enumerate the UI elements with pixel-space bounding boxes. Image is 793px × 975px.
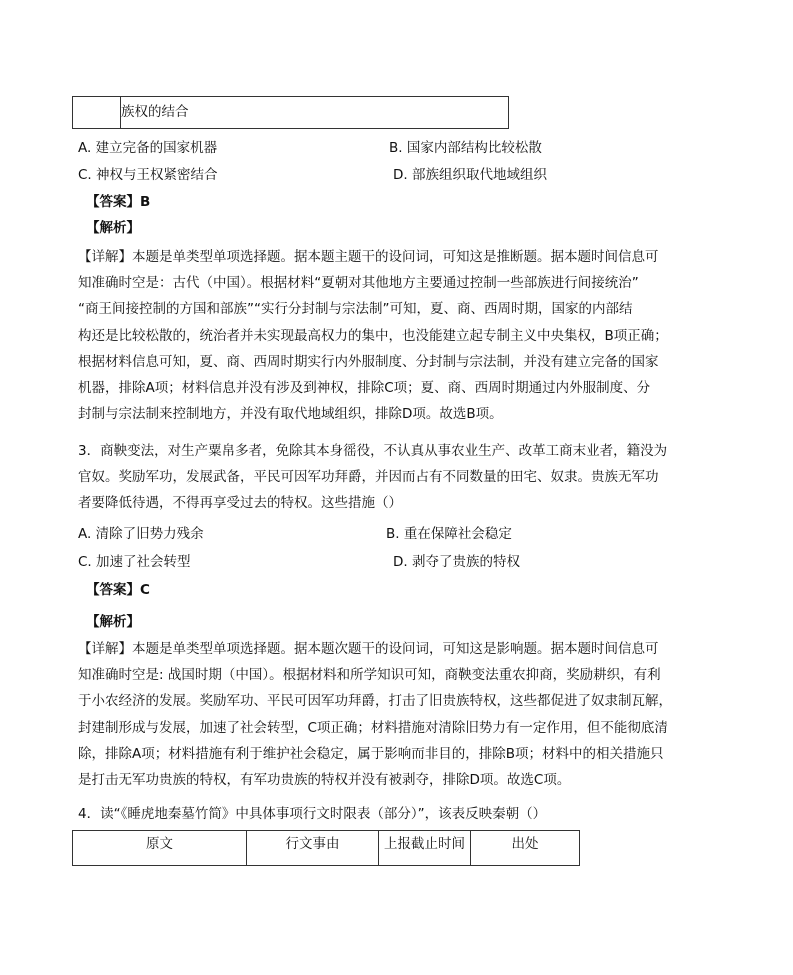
q3-option-c: C. 加速了社会转型	[78, 554, 191, 570]
table-header: 原文	[146, 836, 173, 852]
analysis-line: 【详解】本题是单类型单项选择题。据本题次题干的设问词，可知这是影响题。据本题时间信息可	[78, 641, 659, 657]
analysis-line: “商王间接控制的方国和部族”“实行分封制与宗法制”可知，夏、商、西周时期，国家的内部结	[78, 301, 633, 318]
analysis-line: 除，排除A项；材料措施有利于维护社会稳定，属于影响而非目的，排除B项；材料中的相关措施只	[78, 745, 664, 762]
top-table	[72, 96, 509, 129]
stem-line: 3．商鞅变法，对生产粟帛多者，免除其本身徭役，不认真从事农业生产、改革工商末业者，籍没为	[78, 443, 668, 459]
table-cell: 族权的结合	[121, 104, 189, 120]
table-header: 行文事由	[285, 836, 340, 852]
q3-stem	[78, 438, 682, 517]
q3-option-d: D. 剥夺了贵族的特权	[393, 554, 520, 570]
analysis-line: 封建制形成与发展，加速了社会转型，C项正确；材料措施对清除旧势力有一定作用，但不能彻底清	[78, 719, 668, 736]
q4-stem: 4．读“《睡虎地秦墓竹简》中具体事项行文时限表（部分）”，该表反映秦朝（）	[78, 806, 547, 822]
analysis-line: 根据材料信息可知，夏、商、西周时期实行内外服制度、分封制与宗法制，并没有建立完备的国家	[78, 353, 659, 370]
q2-answer: 【答案】B	[86, 194, 151, 210]
q4-table	[72, 830, 580, 866]
table-header: 上报截止时间	[384, 836, 465, 852]
q2-option-a: A. 建立完备的国家机器	[78, 140, 218, 156]
table-header: 出处	[511, 836, 539, 852]
analysis-line: 封制与宗法制来控制地方，并没有取代地域组织，排除D项。故选B项。	[78, 406, 503, 423]
q2-option-d: D. 部族组织取代地域组织	[393, 167, 547, 183]
q2-analysis	[78, 244, 682, 427]
analysis-line: 是打击无军功贵族的特权，有军功贵族的特权并没有被剥夺，排除D项。故选C项。	[78, 772, 571, 789]
analysis-line: 构还是比较松散的，统治者并未实现最高权力的集中，也没能建立起专制主义中央集权，B项正确；	[78, 327, 668, 344]
analysis-line: 知准确时空是：古代（中国）。根据材料“夏朝对其他地方主要通过控制一些部族进行间接统治”	[78, 275, 639, 292]
q3-answer: 【答案】C	[86, 582, 150, 598]
stem-line: 者要降低待遇，不得再享受过去的特权。这些措施（）	[78, 495, 402, 512]
q2-option-c: C. 神权与王权紧密结合	[78, 167, 218, 183]
q2-analysis-label: 【解析】	[86, 220, 140, 236]
analysis-line: 于小农经济的发展。奖励军功、平民可因军功拜爵，打击了旧贵族特权，这些都促进了奴隶制瓦解，	[78, 693, 672, 710]
q3-option-b: B. 重在保障社会稳定	[386, 526, 512, 542]
stem-line: 官奴。奖励军功，发展武备，平民可因军功拜爵，并因而占有不同数量的田宅、奴隶。贵族无军功	[78, 469, 659, 486]
analysis-line: 知准确时空是: 战国时期（中国）。根据材料和所学知识可知，商鞅变法重农抑商，奖励耕织，有利	[78, 667, 661, 684]
q3-option-a: A. 清除了旧势力残余	[78, 526, 204, 542]
analysis-line: 【详解】本题是单类型单项选择题。据本题主题干的设问词，可知这是推断题。据本题时间信息可	[78, 249, 659, 265]
q2-option-b: B. 国家内部结构比较松散	[389, 140, 542, 156]
q3-analysis-label: 【解析】	[86, 614, 140, 630]
q3-analysis	[78, 636, 682, 793]
analysis-line: 机器，排除A项；材料信息并没有涉及到神权，排除C项；夏、商、西周时期通过内外服制度、分	[78, 380, 651, 397]
